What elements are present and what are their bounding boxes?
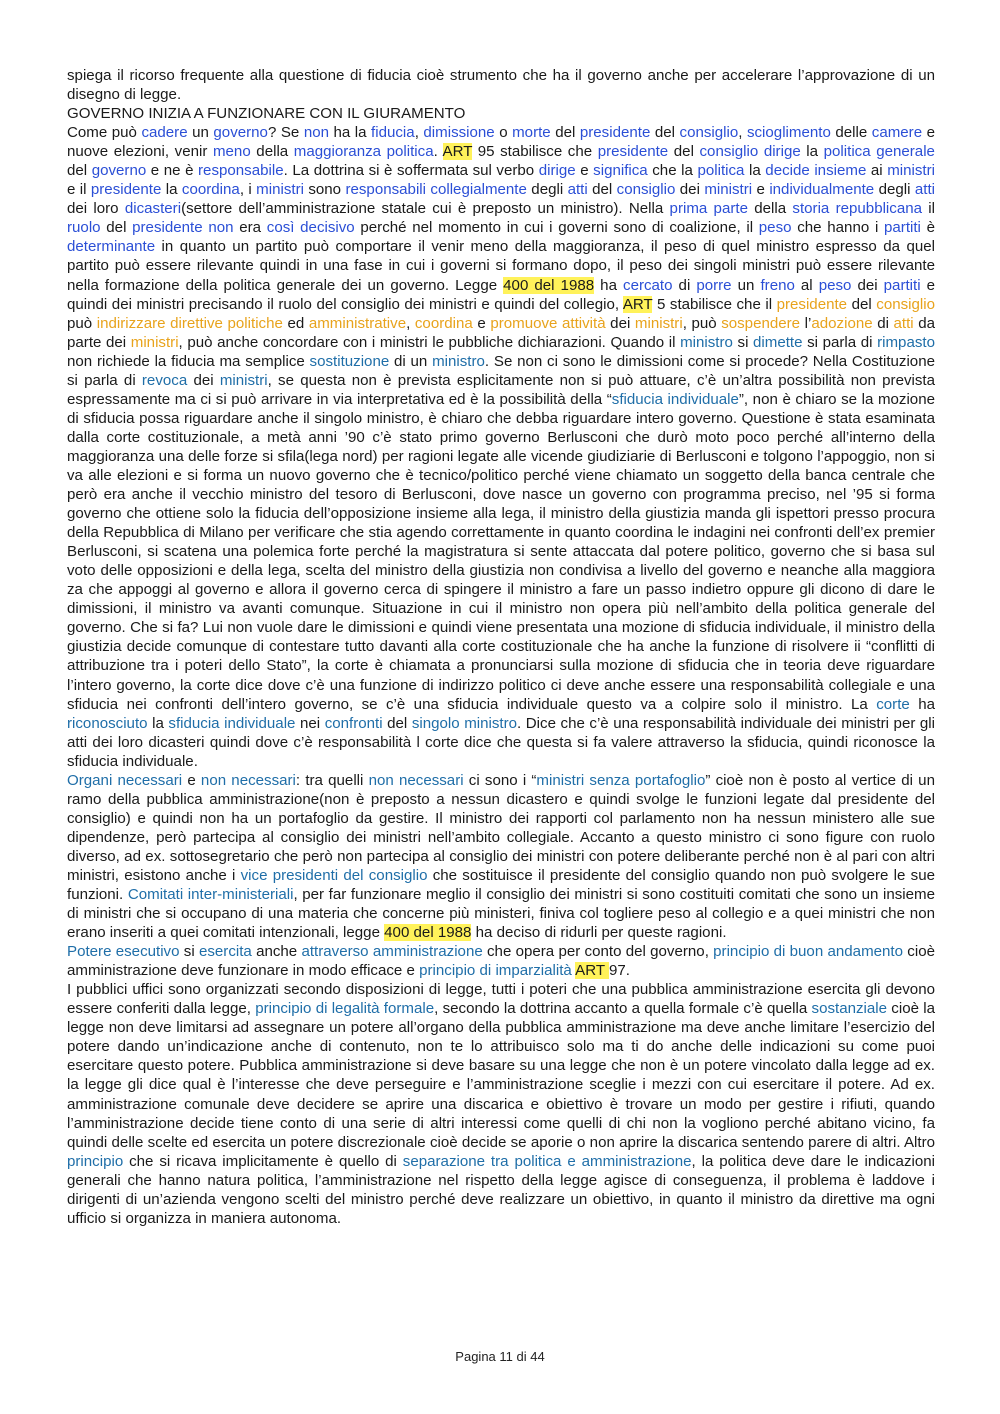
text-run: del — [67, 162, 92, 180]
key-term: dicasteri — [124, 200, 182, 218]
key-term: dirige — [538, 162, 576, 180]
key-term: sostituzione — [309, 352, 390, 370]
text-run: , la politica deve dare le indicazioni generali che hanno natura politica, l’amministrazione nel rispetto della legge agisce di conseguenza, il problema è laddove i dirigenti di un’azienda vengono scelti del ministro perché deve realizzare un obiettivo, in quanto il ministro da direttive ma ogni ufficio si organizza in maniera autonoma. — [67, 1152, 935, 1227]
key-term: atti — [567, 181, 588, 199]
text-run: Come può — [67, 124, 142, 142]
paragraph — [67, 771, 935, 942]
key-term: sfiducia individuale — [168, 714, 296, 732]
key-term: dimette — [753, 333, 803, 351]
key-term: partiti — [884, 219, 921, 237]
key-term: cadere — [141, 124, 188, 142]
text-run: I pubblici uffici sono organizzati secondo disposizioni di legge, tutti i poteri che una pubblica amministrazione esercita gli devono essere conferiti dalla legge, — [67, 981, 935, 1018]
text-run: , — [738, 124, 747, 142]
key-term: presidente — [579, 124, 651, 142]
key-term: significa — [593, 162, 648, 180]
text-run: 97. — [609, 962, 630, 980]
text-run: ha la — [329, 124, 372, 142]
text-run: ha deciso di ridurli per queste ragioni. — [471, 924, 727, 942]
text-run: ci sono i “ — [463, 771, 537, 789]
text-run: , — [414, 124, 424, 142]
text-run: anche — [251, 943, 302, 961]
text-run: dei — [605, 314, 635, 332]
key-term: principio — [67, 1152, 124, 1170]
key-term: vice presidenti del consiglio — [240, 866, 428, 884]
text-run: degli — [874, 181, 915, 199]
text-run: si — [179, 943, 199, 961]
key-term: principio di imparzialità — [419, 962, 572, 980]
key-term: consiglio — [616, 181, 676, 199]
key-term: ministri — [130, 333, 179, 351]
key-term: ruolo — [67, 219, 101, 237]
paragraph — [67, 104, 935, 123]
text-run: (settore dell’amministrazione statale cui è preposto un ministro). Nella — [181, 200, 670, 218]
key-term: separazione tra politica e amministrazione — [402, 1152, 692, 1170]
key-term: coordina — [181, 181, 240, 199]
key-term: meno — [212, 143, 251, 161]
key-term: consiglio — [876, 295, 936, 313]
text-run: ”, non è chiaro se la mozione di sfiducia possa riguardare anche il singolo ministro, è chiaro che debba riguardare intero governo. Questione è stata esaminata dalla corte costituzionale, a metà anni ’90 c’è stato primo governo Berlusconi che durò moto poco perché all’interno della maggioranza una delle forze si sfila(lega nord) per ragioni legate alle vicende giudiziarie di Berlusconi e tolgono l’appoggio, non si va alle elezioni e si forma un nuovo governo che è tecnico/politico perché viene chiamato un soggetto della banca centrale che però era anche il vecchio ministro del tesoro di Berlusconi, dove nasce un governo con programma preciso, nel ’95 si forma governo che ottiene solo la fiducia dell’opposizione insieme alla lega, il ministro della giustizia manda gli ispettori presso procura della Repubblica di Milano per verificare che stia agendo correttamente in quanto coordina le indagini nei confronti dell’ex premier Berlusconi, si scatena una polemica forte perché la magistratura si sente attaccata dal potere politico, governo che si basa sul voto delle opposizioni e della lega, scelta del ministro della giustizia non condivisa a livello del governo e neanche alla maggiora za che appoggi al governo e allora il governo cerca di spingere il ministro a fare un passo indietro oppure gli dicono di dare le dimissioni, il ministro va avanti comunque. Situazione in cui il ministro non opera più nell’ambito della politica generale del governo. Che si fa? Lui non vuole dare le dimissioni e quindi viene presentata una mozione di sfiducia individuale, il ministro della giustizia decide comunque di contestare tutto davanti alla corte costituzionale che ha anche la funzione di risolvere ii “conflitti di attribuzione tra i poteri dello Stato”, la corte è chiamata a pronunciarsi sulla mozione di sfiducia che in teoria deve riguardare l’intero governo, la corte dice dove c’è una funzione di indirizzo politico ci deve anche essere una responsabilità collegiale e una sfiducia nei confronti dell’intero governo, se c’è una sfiducia individuale questo va a colpire solo il ministro. La — [67, 390, 935, 713]
key-term: non necessari — [200, 771, 296, 789]
text-run: e il — [67, 181, 91, 199]
text-run: che sostituisce il presidente del consiglio quando non può svolgere le sue funzioni. — [67, 866, 935, 904]
key-term: porre — [696, 276, 732, 294]
text-run: , secondo la dottrina accanto a quella formale c’è quella — [434, 1000, 812, 1018]
key-term: presidente — [597, 143, 669, 161]
text-run: del — [668, 143, 700, 161]
text-run: del — [550, 124, 580, 142]
paragraph — [67, 123, 935, 771]
text-run: e nuove elezioni, venir — [67, 124, 936, 161]
key-term: principio di buon andamento — [713, 943, 904, 961]
text-run: . — [433, 143, 443, 161]
key-term: ministri — [704, 181, 753, 199]
key-term: esercita — [198, 943, 252, 961]
text-run: , se questa non è prevista esplicitamente non si può attuare, c’è un’altra possibilità non prevista espressamente ma ci si può arrivare in via interpretativa ed è la possibilità della “ — [67, 371, 936, 408]
key-term: consiglio — [679, 124, 739, 142]
highlighted-reference: ART — [442, 143, 473, 161]
text-run: spiega il ricorso frequente alla questione di fiducia cioè strumento che ha il governo anche per accelerare l’approvazione di un disegno di legge. — [67, 67, 935, 104]
text-run: e — [182, 771, 201, 789]
key-term: cercato — [623, 276, 673, 294]
text-run: . La dottrina si è soffermata sul verbo — [283, 162, 539, 180]
text-run: era — [233, 219, 267, 237]
text-run: ed — [282, 314, 309, 332]
key-term: camere — [871, 124, 923, 142]
key-term: responsabile — [198, 162, 284, 180]
text-run: GOVERNO INIZIA A FUNZIONARE CON IL GIURAMENTO — [67, 105, 466, 123]
key-term: indirizzare direttive politiche — [96, 314, 283, 332]
key-term: atti — [914, 181, 936, 199]
key-term: singolo ministro — [411, 714, 518, 732]
text-run: la — [800, 143, 824, 161]
text-run: del — [382, 714, 412, 732]
text-run: delle — [830, 124, 872, 142]
text-run: di — [672, 276, 697, 294]
key-term: ministri — [256, 181, 304, 199]
text-run: ” cioè non è posto al vertice di un ramo della pubblica amministrazione(non è preposto a nessun dicastero e quindi svolge le funzioni legate dal presidente del consiglio) e quindi non ha un portafoglio da gestire. Il ministro dei rapporti col parlamento non ha nessun ministero alle sue dipendenze, però partecipa al consiglio dei ministri nell’ambito collegiale. Accanto a questo ministro ci sono figure con ruolo diverso, ad ex. sottosegretario che però non partecipa al consiglio dei ministri con potere deliberante perché non è al pari con altri ministri, esistono anche i — [67, 771, 935, 884]
key-term: determinante — [67, 238, 156, 256]
key-term: sfiducia individuale — [611, 390, 739, 408]
text-run: dei — [851, 276, 884, 294]
text-run: in quanto un partito può comportare il venir meno della maggioranza, il peso di quel ministro espresso da quel partito può essere rilevante quindi in una fase in cui i governi si formano dopo, il peso dei singoli ministri può essere rilevante nella formazione della politica generale dei un governo. Legge — [67, 238, 935, 294]
key-term: presidente — [90, 181, 162, 199]
key-term: scioglimento — [746, 124, 831, 142]
key-term: adozione — [811, 314, 873, 332]
key-term: revoca — [141, 371, 188, 389]
text-run: cioè la legge non deve limitarsi ad assegnare un potere all’organo della pubblica amministrazione ma deve anche limitare l’esercizio del potere dando un’indicazione anche di contenuto, non te lo attribuisco solo ma ti do anche delle indicazioni su come puoi esercitare questo potere. Pubblica amministrazione si deve basare su una legge che non è un potere vincolato dalla legge ad ex. la legge gli dice qual è l’interesse che deve perseguire e l’amministrazione sceglie i mezzi con cui esercitare il potere. Ad ex. amministrazione comunale deve decidere se aprire una discarica e obiettivo è trovare un modo per gestire i rifiuti, quando l’amministrazione decide tiene conto di una serie di altri interessi come quelli di chi non la vogliono perché abitano vicino, fa quindi delle scelte ed esercita un potere discrezionale cioè decide se aporie o non aprire la discarica sentendo parere di altri. Altro — [67, 1000, 936, 1151]
paragraph — [67, 980, 935, 1228]
text-run: , — [406, 314, 415, 332]
text-run: della — [250, 143, 294, 161]
text-run: o — [494, 124, 513, 142]
paragraph — [67, 66, 935, 104]
highlighted-reference: ART — [575, 962, 610, 980]
key-term: atti — [893, 314, 914, 332]
text-run: che si ricava implicitamente è quello di — [123, 1152, 403, 1170]
text-run: 5 stabilisce che il — [652, 295, 777, 313]
text-run: la — [744, 162, 766, 180]
text-run: il — [922, 200, 936, 218]
text-run: ha — [909, 695, 935, 713]
text-run: . Se non ci sono le dimissioni come si procede? Nella Costituzione si parla di — [67, 352, 935, 389]
document-body — [67, 66, 935, 1228]
text-run: è — [920, 219, 936, 237]
text-run: ha — [594, 276, 624, 294]
key-term: fiducia — [371, 124, 415, 142]
key-term: decide insieme — [765, 162, 867, 180]
key-term: individualmente — [769, 181, 875, 199]
text-run: che la — [647, 162, 698, 180]
key-term: coordina — [414, 314, 473, 332]
page-number: Pagina 11 di 44 — [455, 1349, 545, 1364]
text-run: , può — [682, 314, 722, 332]
text-run: di un — [389, 352, 433, 370]
key-term: politica generale — [823, 143, 935, 161]
text-run: e — [752, 181, 770, 199]
highlighted-reference: 400 del 1988 — [384, 924, 472, 942]
key-term: Comitati inter-ministeriali — [127, 886, 294, 904]
text-run: da parte dei — [67, 314, 936, 351]
text-run: e — [472, 314, 491, 332]
text-run: dei loro — [67, 200, 125, 218]
key-term: prima parte — [669, 200, 748, 218]
text-run: un — [187, 124, 214, 142]
key-term: riconosciuto — [67, 714, 148, 732]
key-term: principio di legalità formale — [255, 1000, 435, 1018]
key-term: morte — [512, 124, 551, 142]
key-term: freno — [760, 276, 795, 294]
key-term: politica — [697, 162, 745, 180]
key-term: Organi necessari — [67, 771, 183, 789]
text-run: 95 stabilisce che — [472, 143, 598, 161]
key-term: sospendere — [721, 314, 801, 332]
key-term: ministro — [680, 333, 733, 351]
text-run: si — [732, 333, 754, 351]
key-term: peso — [758, 219, 792, 237]
text-run: perché nel momento in cui i governi sono di coalizione, il — [354, 219, 759, 237]
text-run: un — [731, 276, 761, 294]
text-run: sono — [303, 181, 346, 199]
paragraph — [67, 942, 935, 980]
text-run: si parla di — [802, 333, 878, 351]
key-term: corte — [876, 695, 910, 713]
key-term: ministri senza portafoglio — [536, 771, 706, 789]
text-run: non richiede la fiducia ma semplice — [67, 352, 310, 370]
text-run: e ne è — [146, 162, 199, 180]
text-run: , per far funzionare meglio il consiglio dei ministri si sono costituiti comitati che sono un insieme di ministri che si occupano di una materia che concerne più ministeri, finiva col togliere peso al collegio e a quei ministri che non erano inseriti a quei comitati intenzionali, legge — [67, 886, 935, 942]
key-term: partiti — [883, 276, 921, 294]
text-run: la — [147, 714, 169, 732]
key-term: ministri — [219, 371, 268, 389]
text-run: al — [794, 276, 819, 294]
text-run: può — [67, 314, 97, 332]
text-run: del — [847, 295, 877, 313]
key-term: ministro — [432, 352, 485, 370]
text-run: degli — [526, 181, 568, 199]
key-term: governo — [91, 162, 147, 180]
text-run: di — [872, 314, 894, 332]
text-run: : tra quelli — [295, 771, 369, 789]
key-term: amministrative — [308, 314, 407, 332]
text-run: della — [747, 200, 793, 218]
key-term: sostanziale — [811, 1000, 888, 1018]
key-term: responsabili collegialmente — [345, 181, 527, 199]
key-term: storia repubblicana — [792, 200, 923, 218]
key-term: dirige — [763, 143, 801, 161]
text-run: del — [100, 219, 133, 237]
text-run: , i — [239, 181, 257, 199]
key-term: governo — [213, 124, 268, 142]
text-run: cioè amministrazione deve funzionare in modo efficace e — [67, 943, 935, 980]
text-run: la — [161, 181, 182, 199]
key-term: presidente non — [132, 219, 234, 237]
text-run: . Dice che c’è una responsabilità individuale dei ministri per gli atti dei loro dicasteri quindi dove c’è responsabilità l corte dice che questa si fa valere attraverso la sfiducia, quindi riconosce la sfiducia individuale. — [67, 714, 936, 770]
key-term: dimissione — [423, 124, 495, 142]
text-run: del — [587, 181, 617, 199]
text-run: l’ — [800, 314, 812, 332]
text-run: dei — [187, 371, 220, 389]
text-run: del — [650, 124, 680, 142]
key-term: attraverso amministrazione — [301, 943, 483, 961]
key-term: ministri — [887, 162, 935, 180]
text-run: e quindi dei ministri precisando il ruolo del consiglio dei ministri e quindi del collegio, — [67, 276, 936, 313]
key-term: promuove attività — [490, 314, 606, 332]
key-term: non — [303, 124, 329, 142]
key-term: peso — [818, 276, 852, 294]
key-term: presidente — [776, 295, 848, 313]
text-run: dei — [675, 181, 705, 199]
key-term: Potere esecutivo — [67, 943, 180, 961]
text-run: , può anche concordare con i ministri le pubbliche dichiarazioni. Quando il — [178, 333, 681, 351]
key-term: ministri — [634, 314, 683, 332]
text-run: ? Se — [267, 124, 304, 142]
text-run: e — [575, 162, 594, 180]
key-term: così decisivo — [266, 219, 355, 237]
key-term: non necessari — [368, 771, 464, 789]
key-term: rimpasto — [877, 333, 935, 351]
text-run: che hanno i — [791, 219, 884, 237]
key-term: maggioranza politica — [293, 143, 434, 161]
text-run: nei — [295, 714, 325, 732]
highlighted-reference: ART — [622, 295, 653, 313]
key-term: confronti — [324, 714, 383, 732]
key-term: consiglio — [699, 143, 759, 161]
text-run: che opera per conto del governo, — [482, 943, 714, 961]
highlighted-reference: 400 del 1988 — [503, 276, 595, 294]
text-run: ai — [866, 162, 888, 180]
